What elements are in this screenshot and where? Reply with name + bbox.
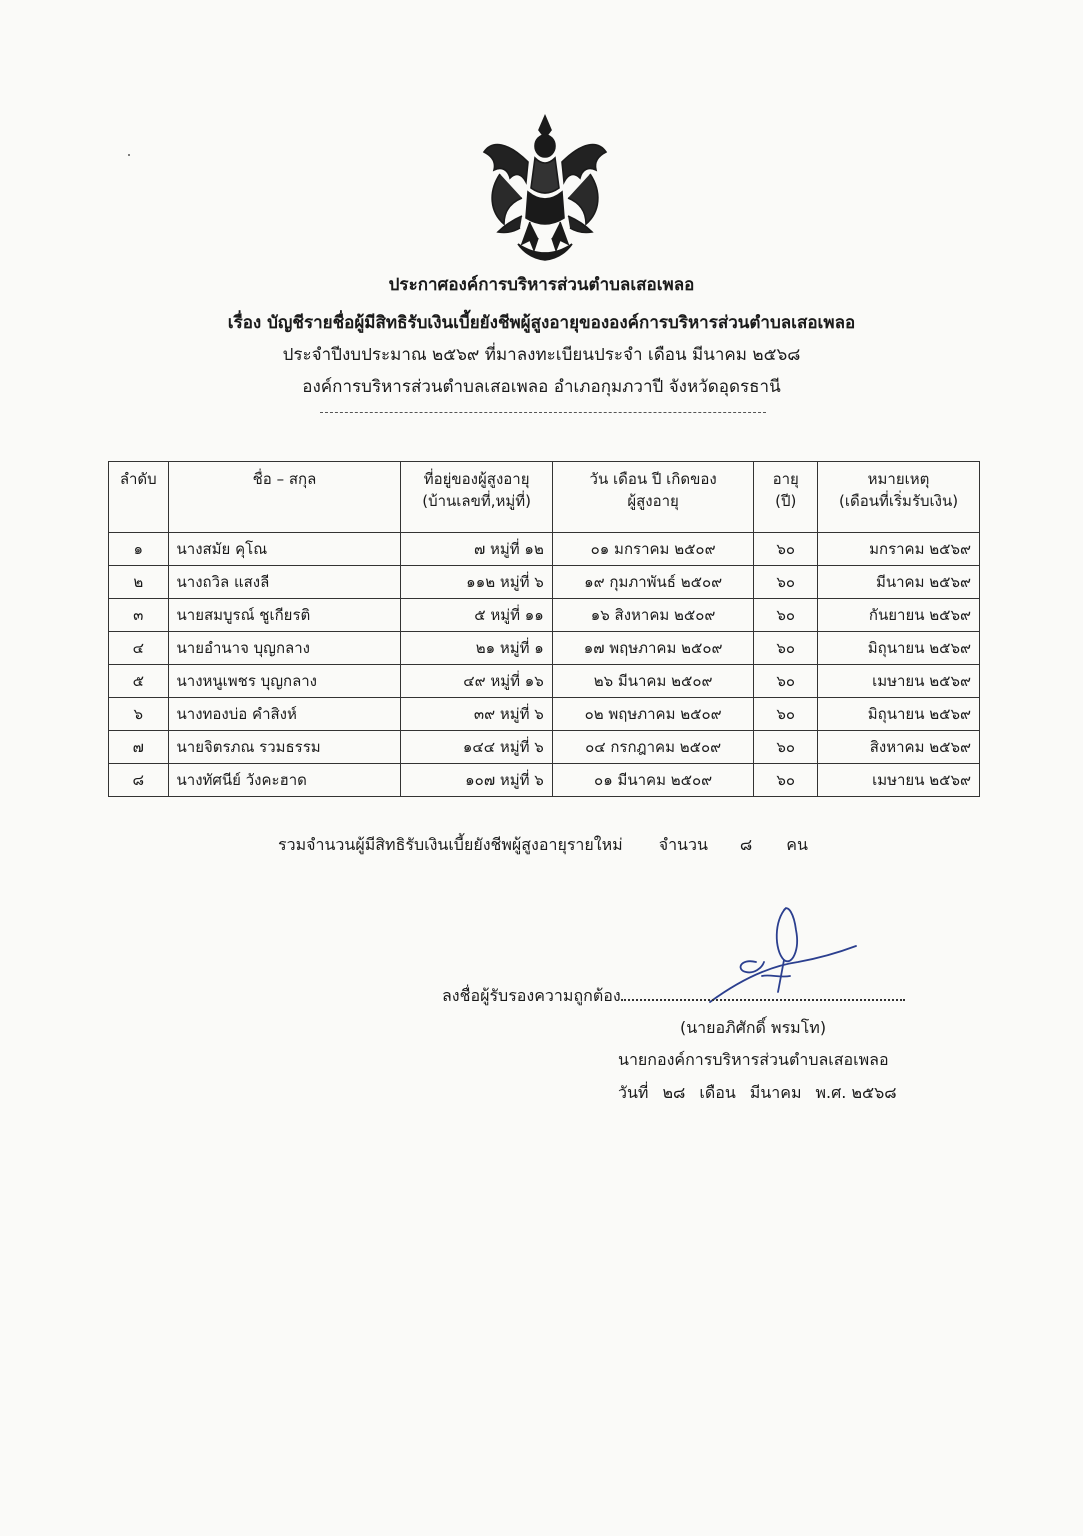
table-row <box>109 566 980 599</box>
header-remark: หมายเหตุ (เดือนที่เริ่มรับเงิน) <box>818 462 980 533</box>
garuda-emblem-icon <box>478 112 612 262</box>
summary-label: รวมจำนวนผู้มีสิทธิรับเงินเบี้ยยังชีพผู้สูงอายุรายใหม่ <box>278 835 623 854</box>
signer-name: (นายอภิศักดิ์ พรมโท) <box>680 1018 827 1037</box>
date-month-label: เดือน <box>699 1083 736 1102</box>
cell-address: ๕ หมู่ที่ ๑๑ <box>401 599 552 632</box>
header-name: ชื่อ – สกุล <box>168 462 401 533</box>
cell-name: นายจิตรภณ รวมธรรม <box>168 731 401 764</box>
cell-remark: มิถุนายน ๒๕๖๙ <box>818 632 980 665</box>
cell-address: ๒๑ หมู่ที่ ๑ <box>401 632 552 665</box>
date-day-label: วันที่ <box>618 1083 649 1102</box>
header-age: อายุ (ปี) <box>754 462 818 533</box>
stray-mark <box>128 154 130 156</box>
table-row <box>109 698 980 731</box>
summary-count-word: จำนวน <box>658 835 708 854</box>
cell-address: ๑๑๒ หมู่ที่ ๖ <box>401 566 552 599</box>
certify-label: ลงชื่อผู้รับรองความถูกต้อง <box>442 986 621 1005</box>
cell-name: นางทองบ่อ คำสิงห์ <box>168 698 401 731</box>
signature-dotted-line <box>621 985 905 1001</box>
cell-dob: ๑๖ สิงหาคม ๒๕๐๙ <box>552 599 754 632</box>
header-address: ที่อยู่ของผู้สูงอายุ (บ้านเลขที่,หมู่ที่) <box>401 462 552 533</box>
cell-remark: สิงหาคม ๒๕๖๙ <box>818 731 980 764</box>
cell-name: นางถวิล แสงลี <box>168 566 401 599</box>
sign-date <box>618 1081 911 1106</box>
cell-no: ๑ <box>109 533 169 566</box>
table-row <box>109 764 980 797</box>
certify-line <box>442 984 905 1009</box>
cell-remark: เมษายน ๒๕๖๙ <box>818 764 980 797</box>
cell-name: นายสมบูรณ์ ชูเกียรติ <box>168 599 401 632</box>
cell-remark: มกราคม ๒๕๖๙ <box>818 533 980 566</box>
announcement-organization: องค์การบริหารส่วนตำบลเสอเพลอ อำเภอกุมภวาปี จังหวัดอุดรธานี <box>302 377 781 397</box>
summary-count: ๘ <box>739 835 753 854</box>
cell-no: ๒ <box>109 566 169 599</box>
cell-name: นายอำนาจ บุญกลาง <box>168 632 401 665</box>
table-row <box>109 731 980 764</box>
cell-remark: เมษายน ๒๕๖๙ <box>818 665 980 698</box>
cell-age: ๖๐ <box>754 731 818 764</box>
cell-age: ๖๐ <box>754 764 818 797</box>
cell-remark: มิถุนายน ๒๕๖๙ <box>818 698 980 731</box>
cell-address: ๓๙ หมู่ที่ ๖ <box>401 698 552 731</box>
table-row <box>109 533 980 566</box>
table-row <box>109 665 980 698</box>
date-month: มีนาคม <box>749 1083 802 1102</box>
dashed-divider <box>320 412 766 413</box>
cell-no: ๕ <box>109 665 169 698</box>
cell-name: นางทัศนีย์ วังคะฮาด <box>168 764 401 797</box>
cell-no: ๔ <box>109 632 169 665</box>
cell-age: ๖๐ <box>754 665 818 698</box>
cell-no: ๖ <box>109 698 169 731</box>
cell-remark: กันยายน ๒๕๖๙ <box>818 599 980 632</box>
cell-age: ๖๐ <box>754 566 818 599</box>
cell-name: นางสมัย คุโณ <box>168 533 401 566</box>
table-row <box>109 632 980 665</box>
header-no: ลำดับ <box>109 462 169 533</box>
announcement-title: ประกาศองค์การบริหารส่วนตำบลเสอเพลอ <box>388 275 695 295</box>
announcement-subject: เรื่อง บัญชีรายชื่อผู้มีสิทธิรับเงินเบี้ยยังชีพผู้สูงอายุขององค์การบริหารส่วนตำบลเสอเพลอ <box>227 313 856 333</box>
summary-unit: คน <box>786 835 808 854</box>
table-row <box>109 599 980 632</box>
cell-no: ๓ <box>109 599 169 632</box>
cell-name: นางหนูเพชร บุญกลาง <box>168 665 401 698</box>
cell-remark: มีนาคม ๒๕๖๙ <box>818 566 980 599</box>
cell-age: ๖๐ <box>754 599 818 632</box>
beneficiary-table <box>108 461 980 797</box>
date-year: พ.ศ. ๒๕๖๘ <box>815 1083 897 1102</box>
cell-dob: ๐๑ มกราคม ๒๕๐๙ <box>552 533 754 566</box>
cell-age: ๖๐ <box>754 632 818 665</box>
cell-dob: ๐๒ พฤษภาคม ๒๕๐๙ <box>552 698 754 731</box>
cell-address: ๔๙ หมู่ที่ ๑๖ <box>401 665 552 698</box>
date-day: ๒๘ <box>662 1083 686 1102</box>
signer-position: นายกองค์การบริหารส่วนตำบลเสอเพลอ <box>618 1050 889 1069</box>
cell-age: ๖๐ <box>754 698 818 731</box>
cell-no: ๗ <box>109 731 169 764</box>
announcement-period: ประจำปีงบประมาณ ๒๕๖๙ ที่มาลงทะเบียนประจำ เดือน มีนาคม ๒๕๖๘ <box>282 345 801 365</box>
cell-age: ๖๐ <box>754 533 818 566</box>
cell-dob: ๐๔ กรกฎาคม ๒๕๐๙ <box>552 731 754 764</box>
cell-address: ๑๐๗ หมู่ที่ ๖ <box>401 764 552 797</box>
cell-dob: ๑๙ กุมภาพันธ์ ๒๕๐๙ <box>552 566 754 599</box>
cell-address: ๗ หมู่ที่ ๑๒ <box>401 533 552 566</box>
table-header-row <box>109 462 980 533</box>
cell-no: ๘ <box>109 764 169 797</box>
cell-dob: ๒๖ มีนาคม ๒๕๐๙ <box>552 665 754 698</box>
cell-dob: ๐๑ มีนาคม ๒๕๐๙ <box>552 764 754 797</box>
total-summary <box>278 833 808 858</box>
cell-dob: ๑๗ พฤษภาคม ๒๕๐๙ <box>552 632 754 665</box>
header-dob: วัน เดือน ปี เกิดของ ผู้สูงอายุ <box>552 462 754 533</box>
cell-address: ๑๔๔ หมู่ที่ ๖ <box>401 731 552 764</box>
